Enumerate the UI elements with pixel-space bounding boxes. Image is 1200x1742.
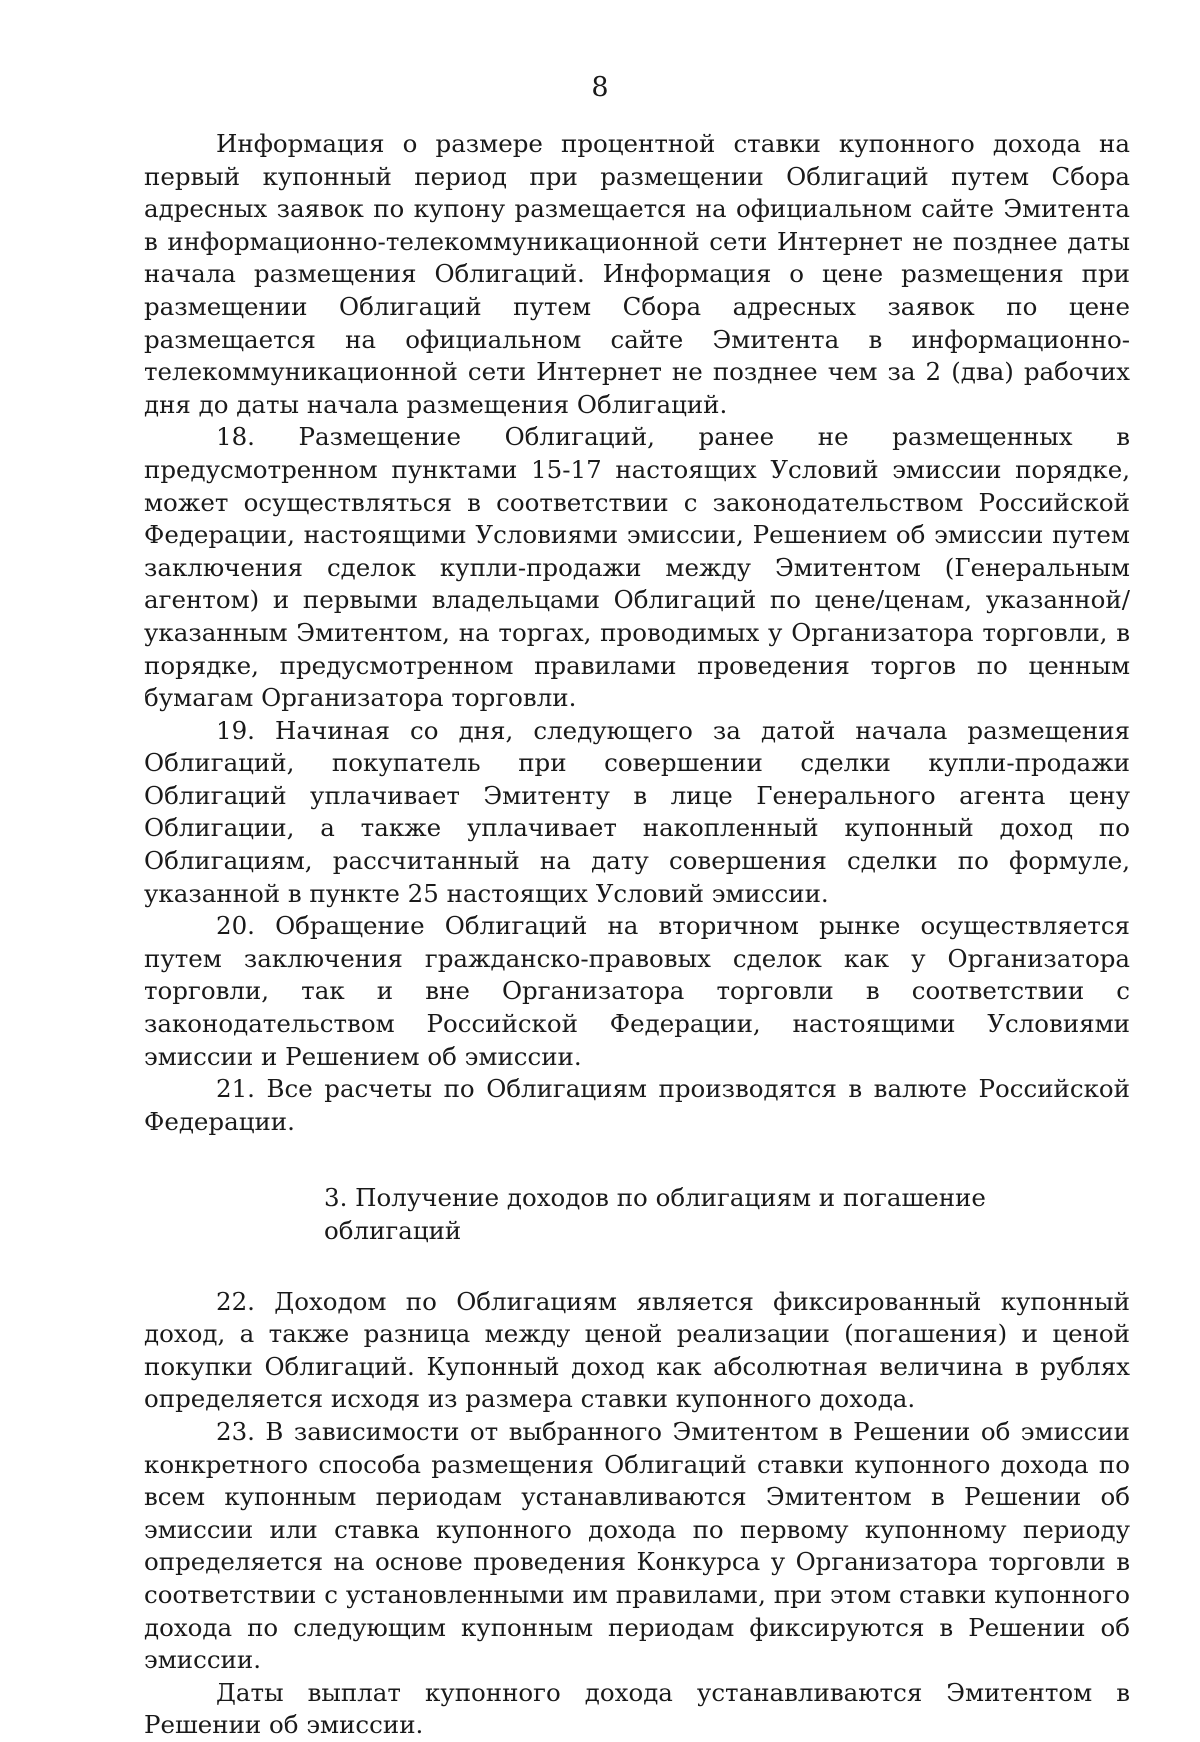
paragraph-22: 22. Доходом по Облигациям является фиксированный купонный доход, а также разница между ценой реализации (погашения) и ценой покупки Облигаций. Купонный доход как абсолютная величина в рублях определяется исходя из размера ставки купонного дохода. [144,1286,1130,1414]
section-heading: 3. Получение доходов по облигациям и погашение облигаций [324,1183,986,1245]
paragraph-21: 21. Все расчеты по Облигациям производятся в валюте Российской Федерации. [144,1074,1130,1136]
paragraph-20: 20. Обращение Облигаций на вторичном рынке осуществляется путем заключения гражданско-правовых сделок как у Организатора торговли, так и вне Организатора торговли в соответствии с законодательством Российской Федерации, настоящими Условиями эмиссии и Решением об эмиссии. [144,911,1130,1071]
paragraph-coupon-rate-info: Информация о размере процентной ставки купонного дохода на первый купонный период при размещении Облигаций путем Сбора адресных заявок по купону размещается на официальном сайте Эмитента в информационно-телекоммуникационной сети Интернет не позднее даты начала размещения Облигаций. Информация о цене размещения при размещении Облигаций путем Сбора адресных заявок по цене размещается на официальном сайте Эмитента в информационно-телекоммуникационной сети Интернет не позднее чем за 2 (два) рабочих дня до даты начала размещения Облигаций. [144,129,1130,419]
paragraph-18: 18. Размещение Облигаций, ранее не размещенных в предусмотренном пунктами 15-17 настоящих Условий эмиссии порядке, может осуществляться в соответствии с законодательством Российской Федерации, настоящими Условиями эмиссии, Решением об эмиссии путем заключения сделок купли-продажи между Эмитентом (Генеральным агентом) и первыми владельцами Облигаций по цене/ценам, указанной/указанным Эмитентом, на торгах, проводимых у Организатора торговли, в порядке, предусмотренном правилами проведения торгов по ценным бумагам Организатора торговли. [144,422,1130,713]
paragraph-coupon-dates: Даты выплат купонного дохода устанавливаются Эмитентом в Решении об эмиссии. [144,1677,1130,1740]
paragraph-23: 23. В зависимости от выбранного Эмитентом в Решении об эмиссии конкретного способа размещения Облигаций ставки купонного дохода по всем купонным периодам устанавливаются Эмитентом в Решении об эмиссии или ставка купонного дохода по первому купонному периоду определяется на основе проведения Конкурса у Организатора торговли в соответствии с установленными им правилами, при этом ставки купонного дохода по следующим купонным периодам фиксируются в Решении об эмиссии. [144,1416,1130,1675]
page-number: 8 [591,72,609,103]
paragraph-19: 19. Начиная со дня, следующего за датой начала размещения Облигаций, покупатель при совершении сделки купли-продажи Облигаций уплачивает Эмитенту в лице Генерального агента цену Облигации, а также уплачивает накопленный купонный доход по Облигациям, рассчитанный на дату совершения сделки по формуле, указанной в пункте 25 настоящих Условий эмиссии. [144,715,1130,908]
document-body [144,128,1130,1742]
